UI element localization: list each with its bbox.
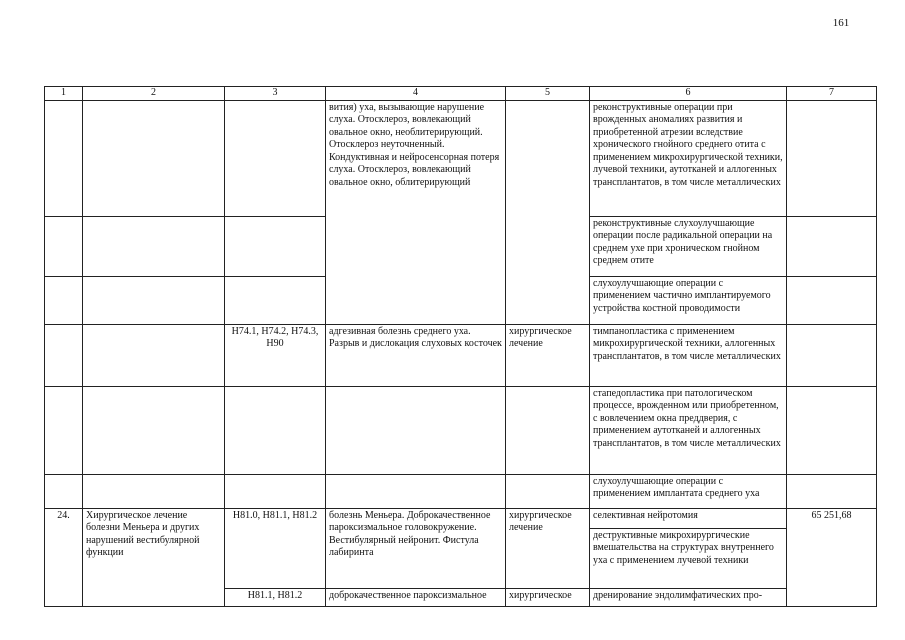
- cell-empty: [83, 324, 225, 386]
- icd-codes-cell: H81.1, H81.2: [225, 588, 326, 606]
- column-number-2: 2: [83, 87, 225, 101]
- cell-empty: [45, 324, 83, 386]
- treatment-method-cell: слухоулучшающие операции с применением имплантата среднего уха: [590, 474, 787, 508]
- table-row: [45, 474, 877, 508]
- treatment-method-cell: селективная нейротомия: [590, 508, 787, 528]
- diagnosis-cell: адгезивная болезнь среднего уха. Разрыв и дислокация слуховых косточек: [326, 324, 506, 386]
- diagnosis-cell: вития) уха, вызывающие нарушение слуха. Отосклероз, вовлекающий овальное окно, необлитерирующий. Отосклероз неуточненный. Кондуктивная и нейросенсорная потеря слуха. Отосклероз, вовлекающий овальное окно, облитерирующий: [326, 100, 506, 324]
- treatment-method-cell: деструктивные микрохирургические вмешательства на структурах внутреннего уха с применением лучевой техники: [590, 528, 787, 588]
- treatment-type-cell: хирургическое: [506, 588, 590, 606]
- icd-codes-cell: H81.0, H81.1, H81.2: [225, 508, 326, 588]
- service-name-cell: Хирургическое лечение болезни Меньера и других нарушений вестибулярной функции: [83, 508, 225, 606]
- cell-empty: [326, 474, 506, 508]
- treatment-type-cell: хирургическое лечение: [506, 324, 590, 386]
- icd-codes-cell: H74.1, H74.2, H74.3, H90: [225, 324, 326, 386]
- cell-empty: [225, 386, 326, 474]
- treatment-method-cell: дренирование эндолимфатических про-: [590, 588, 787, 606]
- treatment-method-cell: стапедопластика при патологическом процессе, врожденном или приобретенном, с вовлечением окна преддверия, с применением аутотканей и аллогенных трансплантатов, в том числе металлических: [590, 386, 787, 474]
- cell-empty: [45, 276, 83, 324]
- column-number-1: 1: [45, 87, 83, 101]
- cell-empty: [787, 276, 877, 324]
- table-row: [45, 100, 877, 216]
- cell-empty: [787, 386, 877, 474]
- treatment-method-cell: реконструктивные операции при врожденных аномалиях развития и приобретенной атрезии вследствие хронического гнойного среднего отита с применением микрохирургической техники, лучевой техники, аутотканей и аллогенных трансплантатов, в том числе металлических: [590, 100, 787, 216]
- cell-empty: [83, 216, 225, 276]
- cell-empty: [225, 276, 326, 324]
- column-number-3: 3: [225, 87, 326, 101]
- cost-cell: 65 251,68: [787, 508, 877, 606]
- cell-empty: [83, 474, 225, 508]
- cell-empty: [45, 100, 83, 216]
- table-row: [45, 508, 877, 528]
- table-header-row: [45, 87, 877, 101]
- cell-empty: [83, 100, 225, 216]
- column-number-7: 7: [787, 87, 877, 101]
- cell-empty: [787, 324, 877, 386]
- cell-empty: [225, 474, 326, 508]
- cell-empty: [326, 386, 506, 474]
- column-number-6: 6: [590, 87, 787, 101]
- cell-empty: [83, 386, 225, 474]
- cell-empty: [45, 216, 83, 276]
- cell-empty: [225, 100, 326, 216]
- services-table: [44, 86, 877, 607]
- table-row: [45, 324, 877, 386]
- cell-empty: [225, 216, 326, 276]
- column-number-5: 5: [506, 87, 590, 101]
- cell-empty: [787, 216, 877, 276]
- page-number: 161: [832, 17, 850, 29]
- cell-empty: [506, 100, 590, 324]
- item-number-cell: 24.: [45, 508, 83, 606]
- diagnosis-cell: болезнь Меньера. Доброкачественное пароксизмальное головокружение. Вестибулярный нейронит. Фистула лабиринта: [326, 508, 506, 588]
- cell-empty: [45, 474, 83, 508]
- cell-empty: [787, 474, 877, 508]
- table-row: [45, 386, 877, 474]
- column-number-4: 4: [326, 87, 506, 101]
- cell-empty: [787, 100, 877, 216]
- treatment-method-cell: тимпанопластика с применением микрохирургической техники, аллогенных трансплантатов, в том числе металлических: [590, 324, 787, 386]
- diagnosis-cell: доброкачественное пароксизмальное: [326, 588, 506, 606]
- cell-empty: [45, 386, 83, 474]
- cell-empty: [506, 474, 590, 508]
- treatment-method-cell: реконструктивные слухоулучшающие операции после радикальной операции на среднем ухе при хроническом гнойном среднем отите: [590, 216, 787, 276]
- treatment-method-cell: слухоулучшающие операции с применением частично имплантируемого устройства костной проводимости: [590, 276, 787, 324]
- cell-empty: [506, 386, 590, 474]
- cell-empty: [83, 276, 225, 324]
- treatment-type-cell: хирургическое лечение: [506, 508, 590, 588]
